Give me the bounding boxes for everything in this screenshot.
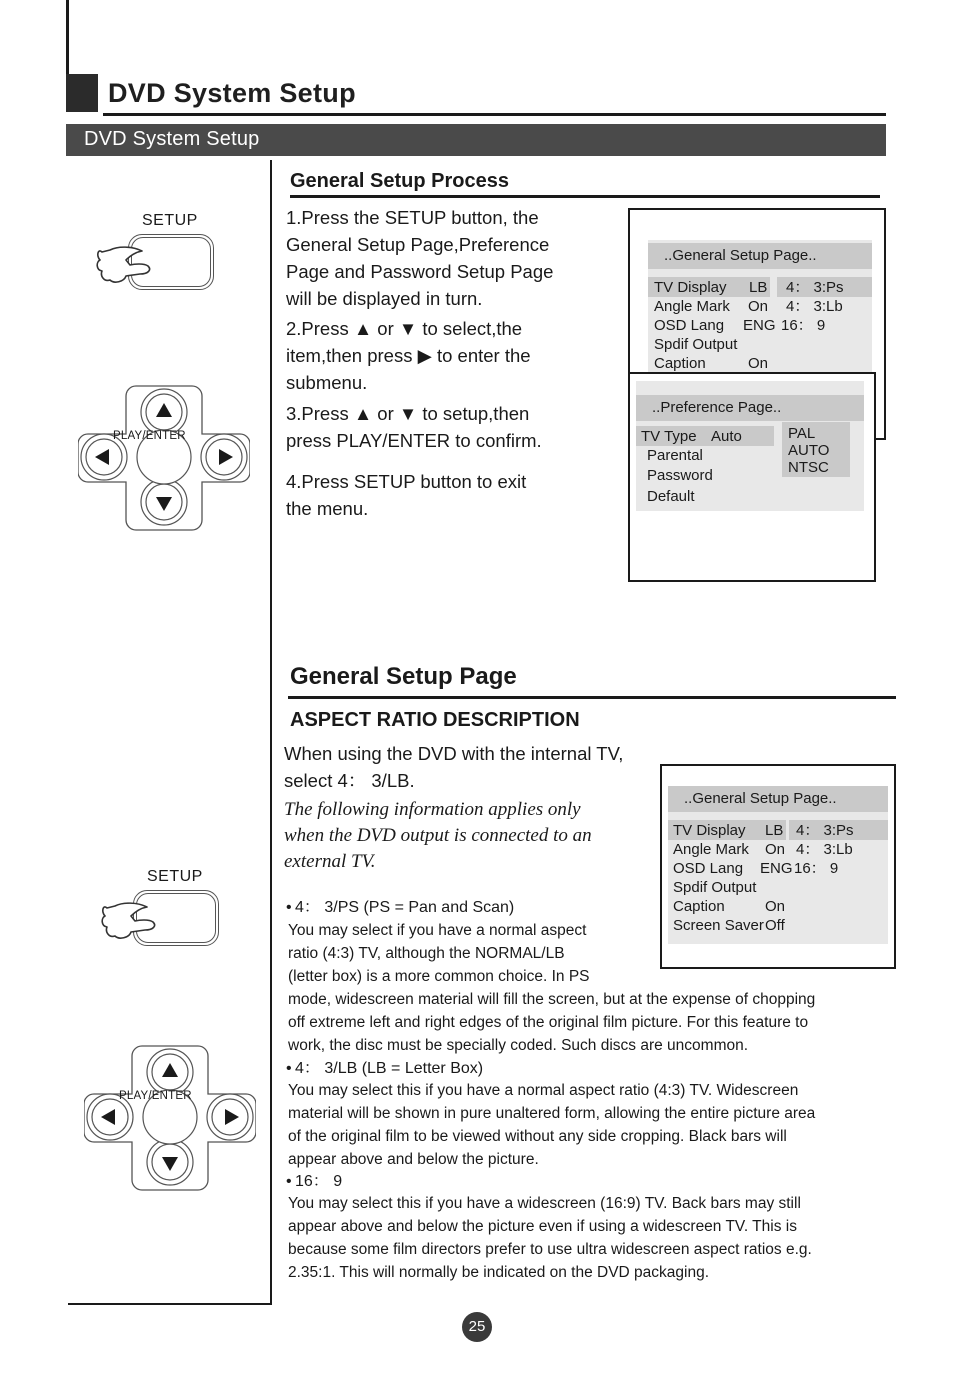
aspect-item-1-bullet [286,896,514,919]
aspect-item-2-bullet-text: 4： 3/LB (LB = Letter Box) [295,1060,484,1077]
setup-button-illustration-bottom[interactable] [95,868,245,958]
osd-row-value-tv-display-bottom: LB [765,822,784,839]
osd-preference-title: ..Preference Page.. [636,395,864,421]
setup-step-4-line-1: 4.Press SETUP button to exit [286,471,527,492]
osd-option-4-3-ps-top[interactable]: 4： 3:Ps [786,279,844,296]
aspect-item-2-wide-line-3: of the original film to be viewed without any side cropping. Black bars will [288,1128,787,1145]
aspect-intro-text [284,740,684,794]
aspect-item-1-narrow-text [288,919,648,988]
osd-row-label-caption-top[interactable]: Caption [654,355,706,372]
aspect-item-2-wide-text [288,1079,938,1171]
setup-step-2-line-3: submenu. [286,372,368,393]
aspect-intro-line-2: select 4： 3/LB. [284,770,415,791]
setup-step-3-line-1: 3.Press ▲ or ▼ to setup,then [286,403,530,424]
osd-row-value-tv-display-top: LB [749,279,768,296]
aspect-item-2-wide-line-1: You may select this if you have a normal aspect ratio (4:3) TV. Widescreen [288,1082,799,1099]
osd-row-value-angle-mark-top: On [748,298,769,315]
setup-step-1-line-3: Page and Password Setup Page [286,261,554,282]
aspect-ratio-description-heading: ASPECT RATIO DESCRIPTION [290,709,580,731]
osd-row-label-tv-type[interactable]: TV Type [641,428,697,445]
aspect-item-2-wide-line-4: appear above and below the picture. [288,1151,539,1168]
general-setup-process-rule [290,195,880,198]
osd-row-value-caption-bottom: On [765,898,786,915]
aspect-item-1-wide-line-3: work, the disc must be specially coded. Such discs are uncommon. [288,1037,749,1054]
general-setup-page-rule [288,696,896,699]
osd-row-label-tv-display-bottom[interactable]: TV Display [673,822,746,839]
osd-row-label-caption-bottom[interactable]: Caption [673,898,725,915]
aspect-item-1-wide-line-1: mode, widescreen material will fill the screen, but at the expense of chopping [288,991,816,1008]
general-setup-process-heading: General Setup Process [290,170,509,192]
setup-button-label-bottom: SETUP [147,868,203,885]
setup-button-label-top: SETUP [142,212,198,229]
setup-step-4 [286,468,616,522]
aspect-item-3-bullet [286,1170,342,1193]
osd-row-value-osd-lang-top: ENG [743,317,776,334]
osd-option-4-3-lb-bottom[interactable]: 4： 3:Lb [796,841,853,858]
aspect-item-1-narrow-line-1: You may select if you have a normal aspect [288,922,587,939]
pointing-hand-icon-bottom [95,886,195,956]
section-header-label: DVD System Setup [84,128,260,150]
bullet-dot-icon-1: • [286,899,292,916]
osd-row-value-caption-top: On [748,355,769,372]
bullet-dot-icon-2: • [286,1060,292,1077]
title-accent-block [66,74,98,112]
aspect-item-3-wide-text [288,1192,938,1284]
osd-row-label-angle-mark-top[interactable]: Angle Mark [654,298,730,315]
osd-row-label-tv-display-top[interactable]: TV Display [654,279,727,296]
aspect-italic-note [284,797,664,875]
aspect-item-1-bullet-text: 4： 3/PS (PS = Pan and Scan) [295,899,515,916]
aspect-intro-line-1: When using the DVD with the internal TV, [284,743,624,764]
osd-option-4-3-lb-top[interactable]: 4： 3:Lb [786,298,843,315]
osd-row-label-default[interactable]: Default [647,488,695,505]
setup-step-2 [286,315,616,396]
dpad-play-enter-label-bottom: PLAY/ENTER [119,1090,192,1102]
osd-row-label-parental[interactable]: Parental [647,447,703,464]
osd-row-value-screen-saver-bottom: Off [765,917,785,934]
osd-option-ntsc[interactable]: NTSC [788,459,829,476]
aspect-item-3-wide-line-3: because some film directors prefer to use ultra widescreen aspect ratios e.g. [288,1241,812,1258]
osd-row-label-spdif-output-bottom[interactable]: Spdif Output [673,879,757,896]
osd-option-auto[interactable]: AUTO [788,442,830,459]
aspect-italic-line-2: when the DVD output is connected to an [284,825,592,846]
aspect-item-3-wide-line-2: appear above and below the picture even if using a widescreen TV. This is [288,1218,797,1235]
setup-button-illustration-top[interactable] [90,212,240,302]
setup-step-2-line-1: 2.Press ▲ or ▼ to select,the [286,318,523,339]
setup-step-1-line-2: General Setup Page,Preference [286,234,550,255]
setup-step-1-line-4: will be displayed in turn. [286,288,483,309]
page-title: DVD System Setup [108,78,356,108]
osd-general-setup-title-top: ..General Setup Page.. [648,243,872,269]
aspect-item-1-narrow-line-3: (letter box) is a more common choice. In PS [288,968,590,985]
aspect-italic-line-3: external TV. [284,851,376,872]
aspect-item-3-wide-line-4: 2.35:1. This will normally be indicated on the DVD packaging. [288,1264,710,1281]
bullet-dot-icon-3: • [286,1173,292,1190]
page-number-badge: 25 [462,1312,492,1342]
setup-step-3 [286,400,626,454]
aspect-item-3-wide-line-1: You may select this if you have a widescreen (16:9) TV. Back bars may still [288,1195,801,1212]
osd-row-label-osd-lang-top[interactable]: OSD Lang [654,317,725,334]
dpad-play-enter-label-top: PLAY/ENTER [113,430,186,442]
setup-step-3-line-2: press PLAY/ENTER to confirm. [286,430,542,451]
osd-row-label-spdif-output-top[interactable]: Spdif Output [654,336,738,353]
osd-row-label-angle-mark-bottom[interactable]: Angle Mark [673,841,749,858]
illustration-column-left-mask [66,160,68,1305]
osd-row-label-screen-saver-bottom[interactable]: Screen Saver [673,917,764,934]
osd-option-pal[interactable]: PAL [788,425,816,442]
setup-step-4-line-2: the menu. [286,498,369,519]
section-header-bar [66,124,886,156]
title-underline [103,113,886,116]
osd-row-value-tv-type: Auto [711,428,742,445]
osd-row-label-password[interactable]: Password [647,467,713,484]
aspect-italic-line-1: The following information applies only [284,799,581,820]
dpad-illustration-top[interactable] [78,382,250,532]
osd-row-value-angle-mark-bottom: On [765,841,786,858]
osd-general-setup-title-bottom: ..General Setup Page.. [668,786,888,812]
osd-option-16-9-bottom[interactable]: 16： 9 [794,860,839,877]
osd-row-value-osd-lang-bottom: ENG [760,860,793,877]
osd-option-16-9-top[interactable]: 16： 9 [781,317,826,334]
aspect-item-2-bullet [286,1057,483,1080]
page-frame-left-rule [66,0,69,80]
aspect-item-1-wide-text [288,988,938,1057]
osd-row-label-osd-lang-bottom[interactable]: OSD Lang [673,860,744,877]
dpad-illustration-bottom[interactable] [84,1042,256,1192]
aspect-item-1-wide-line-2: off extreme left and right edges of the original film picture. For this feature to [288,1014,809,1031]
setup-step-2-line-2: item,then press ▶ to enter the [286,345,531,366]
setup-step-1 [286,204,616,312]
osd-option-4-3-ps-bottom[interactable]: 4： 3:Ps [796,822,854,839]
aspect-item-2-wide-line-2: material will be shown in pure unaltered form, allowing the entire picture area [288,1105,816,1122]
setup-step-1-line-1: 1.Press the SETUP button, the [286,207,539,228]
general-setup-page-heading: General Setup Page [290,663,517,690]
aspect-item-1-narrow-line-2: ratio (4:3) TV, although the NORMAL/LB [288,945,565,962]
pointing-hand-icon-top [90,230,190,300]
aspect-item-3-bullet-text: 16： 9 [295,1173,343,1190]
